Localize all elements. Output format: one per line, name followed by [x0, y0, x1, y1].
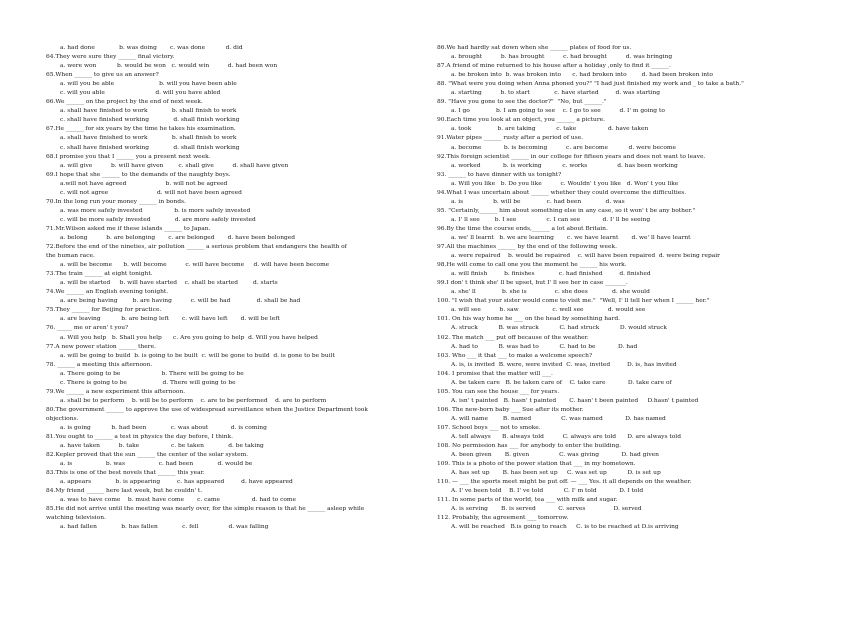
answer-options: a. is going b. had been c. was about d. is coming: [60, 424, 267, 431]
question-text: 108. No permission has ___ for anybody to enter the building.: [437, 443, 622, 450]
answer-options: A. will name B. named C. was named D. has named: [451, 415, 666, 422]
question-text: 83.This is one of the best novels that ______ this year.: [46, 470, 205, 477]
answer-options: c. will you able d. will you have abled: [60, 90, 221, 97]
answer-options: A. is serving B. is served C. serves D. served: [451, 506, 642, 513]
question-text: 103. Who ___ it that ___ to make a welcome speech?: [437, 352, 593, 359]
question-text: 78. ______ a meeting this afternoon.: [46, 361, 153, 368]
answer-options: A. struck B. was struck C. had struck D. would struck: [451, 325, 667, 332]
question-text: 75.They ______ for Beijing for practice.: [46, 307, 162, 314]
question-text: 80.The government ______ to approve the use of widespread surveillance when the Justice Department took: [46, 406, 368, 413]
answer-options: a. belong b. are belonging c. are belonged d. have been belonged: [60, 234, 296, 241]
question-text: 100. "I wish that your sister would come to visit me." "Well, I' ll tell her when I ______ her.": [437, 298, 710, 305]
question-text: 77.A new power station ______ there.: [46, 343, 156, 350]
answer-options: a. are being having b. are having c. will be had d. shall be had: [60, 298, 301, 305]
answer-options: a. is b. was c. had been d. would be: [60, 461, 253, 468]
question-text: 89. "Have you gone to see the doctor?" "No, but ______.": [437, 99, 607, 106]
answer-options: a. will be become b. will become c. will have become d. will have been become: [60, 262, 330, 269]
question-text: 109. This is a photo of the power station that ___ in my hometown.: [437, 461, 636, 468]
right-column: [437, 44, 832, 533]
answer-options: a. brought b. has brought c. had brought d. was bringing: [451, 54, 673, 61]
answer-options: a. will be started b. will have started c. shall be started d. starts: [60, 280, 278, 287]
answer-options: a. is b. will be c. had been d. was: [451, 198, 625, 205]
answer-options: c. will not agree d. will not have been agreed: [60, 189, 242, 196]
question-text: 73.The train ______ at eight tonight.: [46, 271, 153, 278]
answer-options: a. be broken into b. was broken into c. had broken into d. had been broken into: [451, 72, 713, 79]
question-text: 110. — ___ the sports meet might be put off. — ___ Yes. it all depends on the weather.: [437, 479, 692, 486]
question-text: 79.We ______ a new experiment this afternoon.: [46, 388, 186, 395]
answer-options: a. had done b. was doing c. was done d. did: [60, 45, 243, 51]
question-text: 84.My friend ______ here last week, but he couldn' t.: [46, 488, 203, 495]
question-text: 70.In the long run your money ______ in bonds.: [46, 198, 186, 205]
question-text: 68.I promise you that I ______ you a present next week.: [46, 153, 211, 160]
answer-options: A. is, is invited B. were, were invited C. was, invited D. is, has invited: [451, 361, 677, 368]
question-text: 69.I hope that she ______ to the demands of the naughty boys.: [46, 171, 231, 178]
question-text: the human race.: [46, 253, 95, 260]
answer-options: a. took b. are taking c. take d. have taken: [451, 126, 649, 133]
answer-options: a. have taken b. take c. be taken d. be taking: [60, 443, 264, 450]
answer-options: a. shall be to perform b. will be to perform c. are to be performed d. are to perform: [60, 397, 327, 404]
question-text: 101. On his way home he ___ on the head by something hard.: [437, 316, 620, 323]
answer-options: a. I' ll see b. I see c. I can see d. I' ll be seeing: [451, 216, 651, 223]
question-text: 86.We had hardly sat down when she ______ plates of food for us.: [437, 45, 632, 51]
answer-options: a. we' ll learnt b. we are learning c. we have learnt d. we' ll have learnt: [451, 234, 691, 241]
answer-options: c. will be more safely invested d. are more safely invested: [60, 216, 256, 223]
answer-options: a. Will you like b. Do you like c. Wouldn' t you like d. Won' t you like: [451, 180, 679, 187]
answer-options: a. will you be able b. will you have been able: [60, 81, 237, 88]
answer-options: a. appears b. is appearing c. has appeared d. have appeared: [60, 479, 293, 486]
question-text: 67.He ______ for six years by the time he takes his examination.: [46, 126, 236, 133]
answer-options: c. There is going to be d. There will going to be: [60, 379, 236, 386]
question-text: 98.He will come to call one you the moment he ______ his work.: [437, 262, 627, 269]
answer-options: a. worked b. is working c. works d. has been working: [451, 162, 678, 169]
question-text: 105. You can see the house ___ for years.: [437, 388, 560, 395]
question-text: objections.: [46, 415, 79, 422]
answer-options: a. shall have finished to work b. shall finish to work: [60, 135, 237, 142]
question-text: 104. I promise that the matter will ___.: [437, 370, 553, 377]
answer-options: a. are leaving b. are being left c. will have left d. will be left: [60, 316, 280, 323]
question-text: 90.Each time you look at an object, you ______ a picture.: [437, 117, 606, 124]
left-column: [46, 44, 426, 533]
answer-options: A. has set up B. has been set up C. was set up D. is set up: [451, 470, 661, 477]
answer-options: a. had fallen b. has fallen c. fell d. was falling: [60, 524, 269, 531]
question-text: 91.Water pipes ______ rusty after a period of use.: [437, 135, 584, 142]
question-text: 82.Kepler proved that the sun ______ the center of the solar system.: [46, 452, 249, 459]
answer-options: a. will finish b. finishes c. had finished d. finished: [451, 271, 651, 278]
answer-options: c. shall have finished working d. shall finish working: [60, 117, 240, 124]
answer-options: a. shall have finished to work b. shall finish to work: [60, 108, 237, 115]
answer-options: A. had to B. was had to C. had to be D. had: [451, 343, 638, 350]
answer-options: a. Will you help b. Shall you help c. Are you going to help d. Will you have helped: [60, 334, 318, 341]
question-text: 85.He did not arrive until the meeting was nearly over, for the simple reason is that he ______ asleep while: [46, 506, 365, 513]
answer-options: a. was to have come b. must have come c. came d. had to come: [60, 497, 296, 504]
question-text: 95. "Certainly,______ him about something else in any case, so it won' t be any bother.": [437, 207, 696, 214]
answer-options: a. she' ll b. she is c. she does d. she would: [451, 289, 650, 296]
question-text: 74.We ______ an English evening tonight.: [46, 289, 169, 296]
question-text: 64.They were sure they ______ final victory.: [46, 54, 175, 61]
question-text: 93. ______ to have dinner with us tonight?: [437, 171, 562, 178]
question-text: 96.By the time the course ends,______ a lot about Britain.: [437, 225, 608, 232]
answer-options: a. were repaired b. would be repaired c. will have been repaired d. were being repair: [451, 253, 720, 260]
answer-options: a.will not have agreed b. will not be agreed: [60, 180, 228, 187]
answer-options: A. be taken care B. be taken care of C. take care D. take care of: [451, 379, 672, 386]
answer-options: A. I' ve been told B. I' ve told C. I' m told D. I told: [451, 488, 644, 495]
answer-options: a. was more safely invested b. is more safely invested: [60, 207, 251, 214]
question-text: 97.All the machines ______ by the end of the following week.: [437, 244, 617, 251]
question-text: 111. In some parts of the world, tea ___ with milk and sugar.: [437, 497, 618, 504]
answer-options: A. will be reached B.is going to reach C. is to be reached at D.is arriving: [451, 524, 679, 531]
answer-options: a. I go b. I am going to see c. I go to see d. I' m going to: [451, 108, 665, 115]
answer-options: a. become b. is becoming c. are become d. were become: [451, 144, 676, 151]
question-text: 87.A friend of mine returned to his house after a holiday ,only to find it ______.: [437, 63, 671, 70]
answer-options: a. will give b. will have given c. shall give d. shall have given: [60, 162, 289, 169]
question-text: 72.Before the end of the nineties, air pollution ______ a serious problem that endangers the health of: [46, 244, 347, 251]
answer-options: a. There going to be b. There will be going to be: [60, 370, 244, 377]
question-text: 81.You ought to ______ a test in physics the day before, I think.: [46, 434, 233, 441]
question-text: 92.This foreign scientist ______ in our college for fifteen years and does not want to leave.: [437, 153, 706, 160]
question-text: 66.We ______ on the project by the end of next week.: [46, 99, 203, 106]
question-text: 88. "What were you doing when Anna phoned you?" "I had just finished my work and _ to take a bath.": [437, 81, 744, 88]
question-text: 94.What I was uncertain about ______ whether they could overcome the difficulties.: [437, 189, 687, 196]
question-text: 99.I don' t think she' ll be upset, but I' ll see her in case _______.: [437, 280, 628, 287]
answer-options: A. been given B. given C. was giving D. had given: [451, 452, 659, 459]
question-text: watching television.: [46, 515, 106, 522]
question-text: 65.When ______ to give us an answer?: [46, 72, 159, 79]
answer-options: A. isn' t painted B. hasn' t painted C. hasn' t been painted D.hasn' t painted: [451, 397, 699, 404]
answer-options: a. starting b. to start c. have started d. was starting: [451, 90, 660, 97]
answer-options: c. shall have finished working d. shall finish working: [60, 144, 240, 151]
answer-options: a. will be going to build b. is going to be built c. will be gone to build d. is gone to be built: [60, 352, 335, 359]
question-text: 76. _____ me or aren' t you?: [46, 325, 129, 332]
question-text: 112. Probably, the agreement ___ tomorrow.: [437, 515, 569, 522]
question-text: 102. The match ___ put off because of the weather.: [437, 334, 589, 341]
question-text: 106. The new-born baby ___ Sue after its mother.: [437, 406, 584, 413]
question-text: 107. School boys ___ not to smoke.: [437, 424, 541, 431]
answer-options: A. tell always B. always told C. always are told D. are always told: [451, 434, 681, 441]
answer-options: a. will see b. saw c. well see d. would see: [451, 307, 646, 314]
question-text: 71.Mr.Wilson asked me if these islands ______ to Japan.: [46, 225, 211, 232]
answer-options: a. were won b. would be won c. would win d. had been won: [60, 63, 278, 70]
